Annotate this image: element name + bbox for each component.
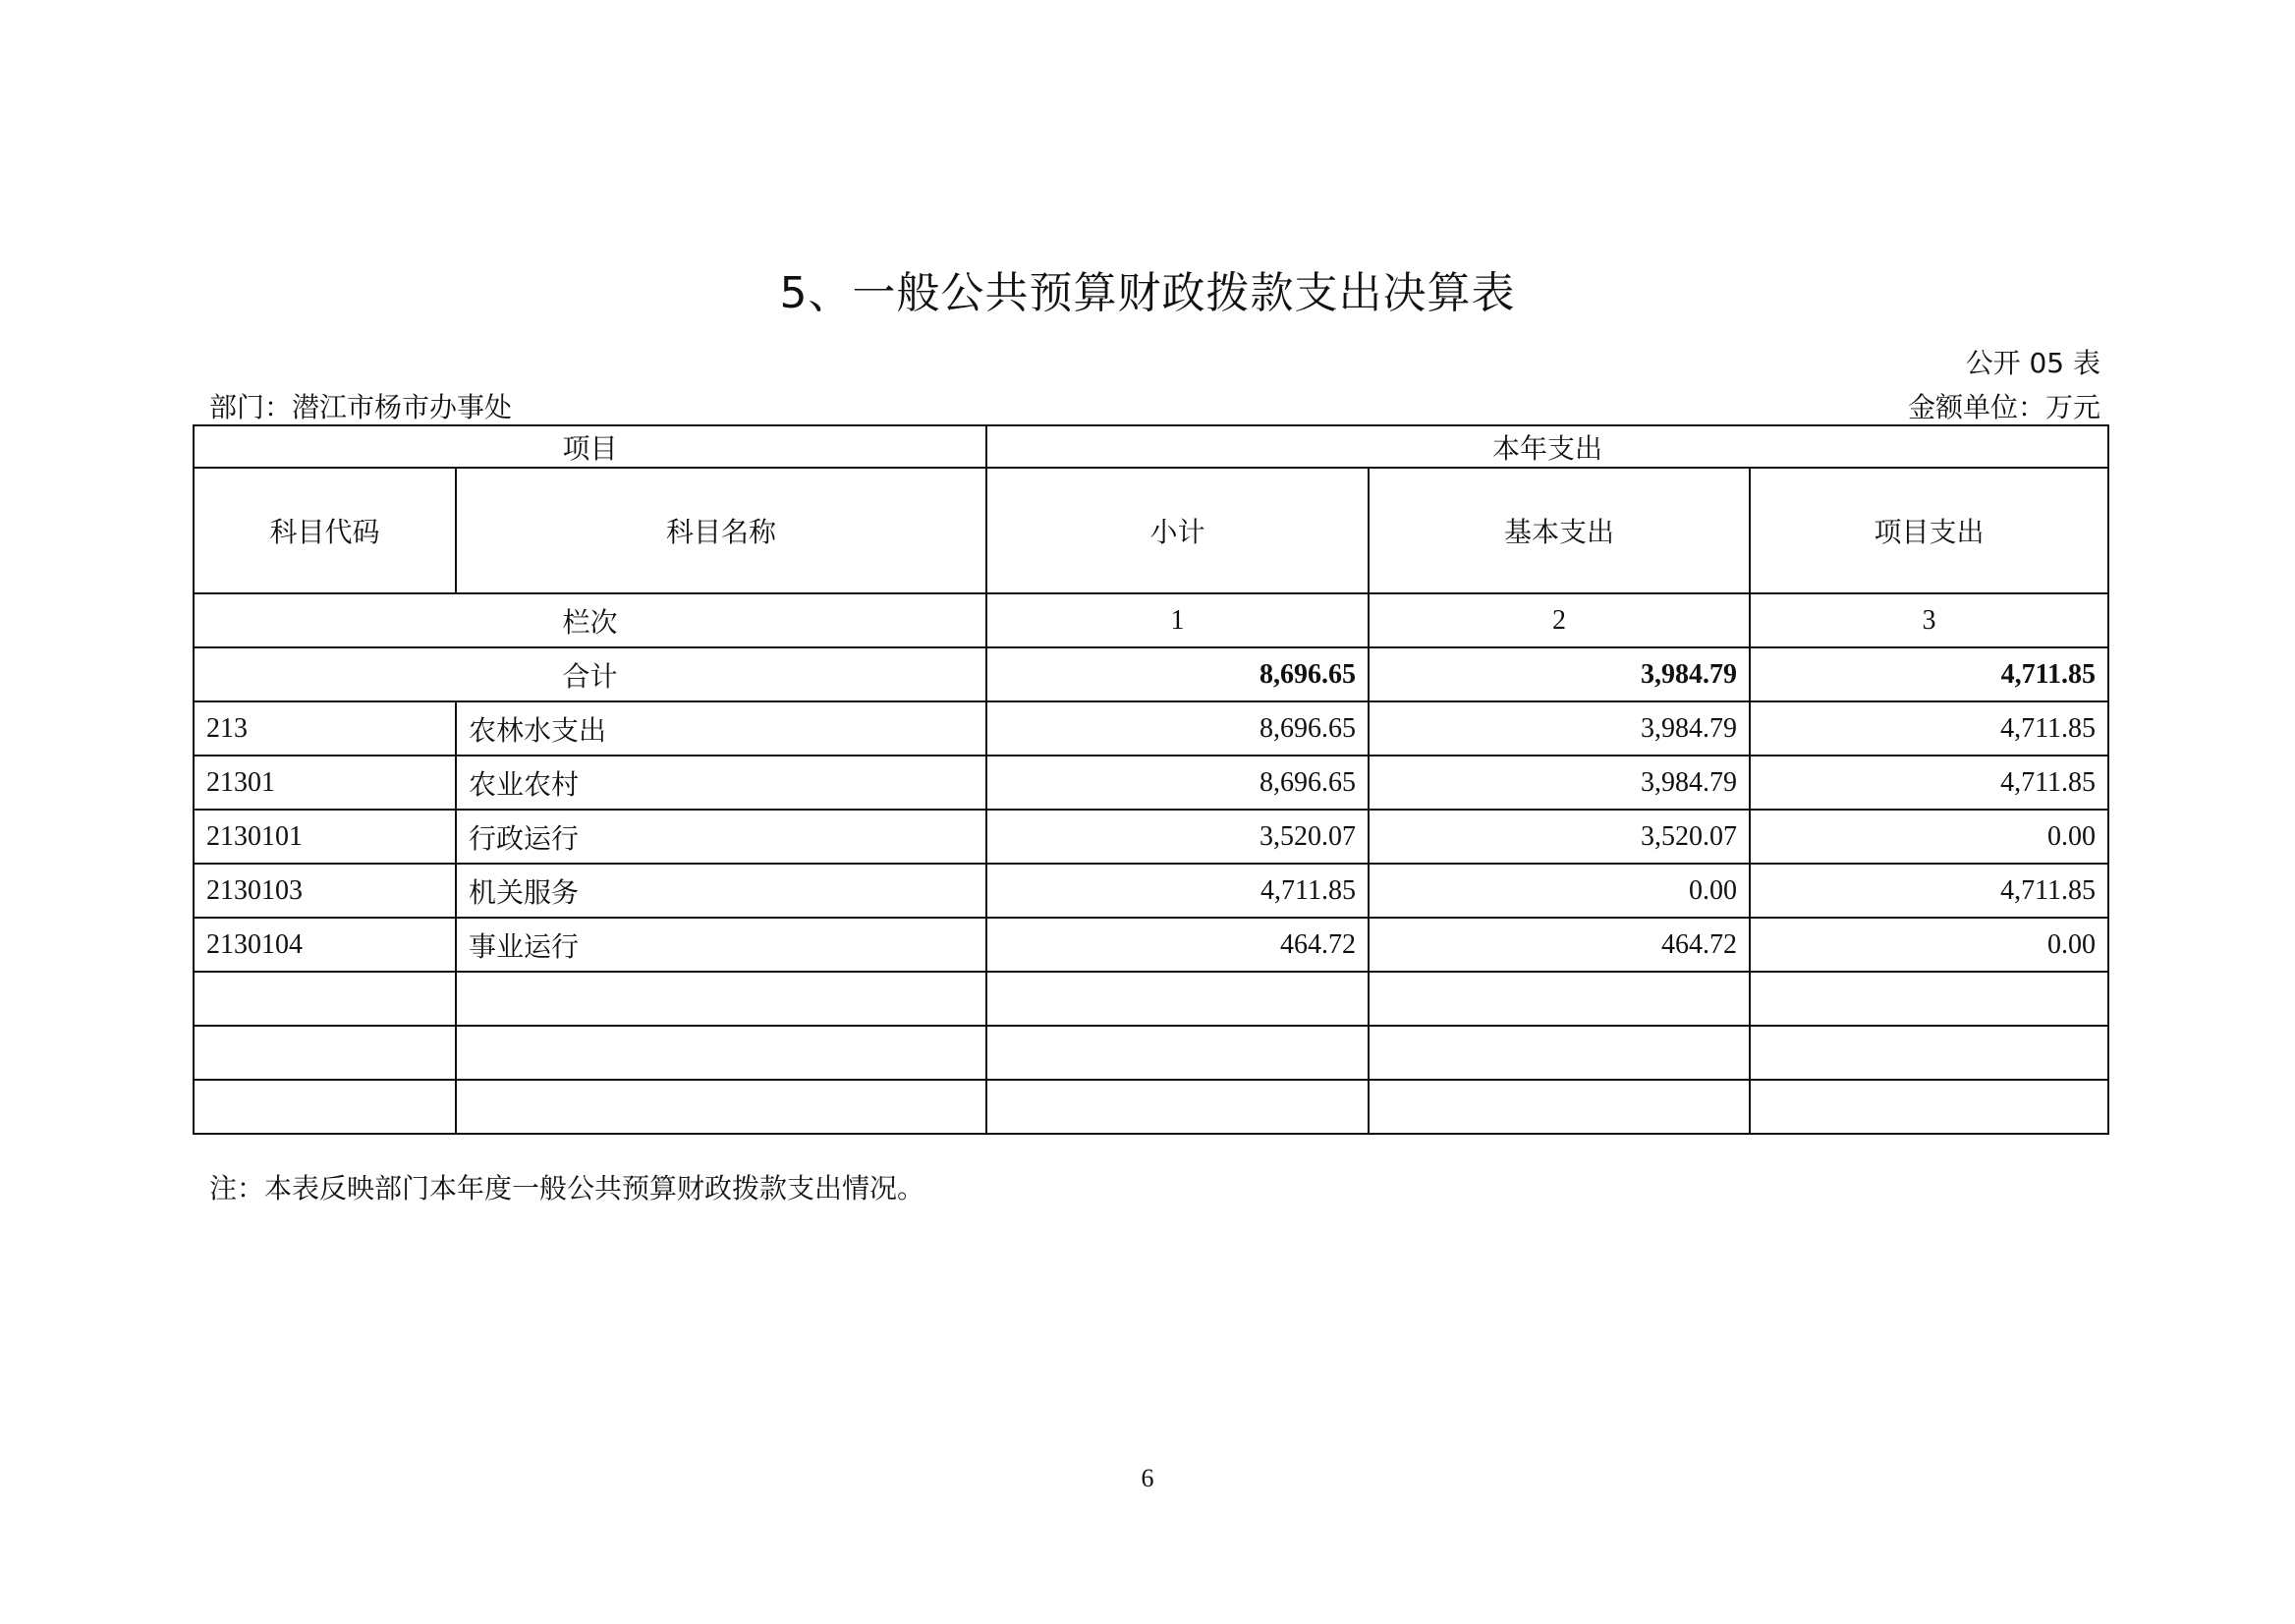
- row-project: 4,711.85: [1750, 701, 2108, 756]
- row-project: 0.00: [1750, 810, 2108, 864]
- row-subtotal: 3,520.07: [986, 810, 1369, 864]
- empty-cell: [986, 1080, 1369, 1134]
- row-project: 4,711.85: [1750, 756, 2108, 810]
- row-project: 0.00: [1750, 918, 2108, 972]
- header-code: 科目代码: [194, 468, 456, 593]
- row-code: 21301: [194, 756, 456, 810]
- empty-cell: [1750, 972, 2108, 1026]
- column-index-2: 2: [1369, 593, 1750, 647]
- form-code: 公开 05 表: [1965, 347, 2100, 379]
- row-name: 事业运行: [456, 918, 986, 972]
- column-index-1: 1: [986, 593, 1369, 647]
- empty-cell: [456, 1080, 986, 1134]
- row-name: 农林水支出: [456, 701, 986, 756]
- empty-cell: [1369, 1080, 1750, 1134]
- row-subtotal: 4,711.85: [986, 864, 1369, 918]
- table-row: [194, 810, 2108, 864]
- page-number: 6: [1141, 1464, 1154, 1492]
- empty-cell: [1369, 972, 1750, 1026]
- header-subtotal: 小计: [986, 468, 1369, 593]
- table-row: [194, 756, 2108, 810]
- empty-cell: [986, 972, 1369, 1026]
- row-basic: 3,984.79: [1369, 756, 1750, 810]
- row-code: 2130101: [194, 810, 456, 864]
- empty-row: [194, 1080, 2108, 1134]
- empty-cell: [986, 1026, 1369, 1080]
- table-row: [194, 701, 2108, 756]
- header-year-expense: 本年支出: [986, 425, 2108, 468]
- empty-cell: [194, 1080, 456, 1134]
- empty-cell: [1750, 1080, 2108, 1134]
- row-subtotal: 8,696.65: [986, 701, 1369, 756]
- empty-row: [194, 972, 2108, 1026]
- row-subtotal: 8,696.65: [986, 756, 1369, 810]
- empty-cell: [1750, 1026, 2108, 1080]
- column-index-label: 栏次: [194, 593, 986, 647]
- row-basic: 3,520.07: [1369, 810, 1750, 864]
- table-row: [194, 864, 2108, 918]
- amount-unit-label: 金额单位：万元: [1907, 391, 2100, 423]
- total-row: [194, 647, 2108, 701]
- row-code: 2130104: [194, 918, 456, 972]
- header-project: 项目支出: [1750, 468, 2108, 593]
- empty-cell: [1369, 1026, 1750, 1080]
- total-basic: 3,984.79: [1369, 647, 1750, 701]
- row-code: 213: [194, 701, 456, 756]
- header-basic: 基本支出: [1369, 468, 1750, 593]
- row-code: 2130103: [194, 864, 456, 918]
- empty-row: [194, 1026, 2108, 1080]
- row-name: 行政运行: [456, 810, 986, 864]
- header-item: 项目: [194, 425, 986, 468]
- expenditure-table: [193, 424, 2109, 1135]
- empty-cell: [194, 1026, 456, 1080]
- table-row: [194, 918, 2108, 972]
- total-subtotal: 8,696.65: [986, 647, 1369, 701]
- table-note: 注：本表反映部门本年度一般公共预算财政拨款支出情况。: [209, 1172, 925, 1204]
- empty-cell: [456, 1026, 986, 1080]
- row-name: 机关服务: [456, 864, 986, 918]
- row-basic: 464.72: [1369, 918, 1750, 972]
- row-basic: 0.00: [1369, 864, 1750, 918]
- column-index-3: 3: [1750, 593, 2108, 647]
- header-name: 科目名称: [456, 468, 986, 593]
- total-label: 合计: [194, 647, 986, 701]
- row-subtotal: 464.72: [986, 918, 1369, 972]
- header-row-top: [194, 425, 2108, 468]
- row-basic: 3,984.79: [1369, 701, 1750, 756]
- empty-cell: [194, 972, 456, 1026]
- column-index-row: [194, 593, 2108, 647]
- department-label: 部门：潜江市杨市办事处: [209, 391, 513, 423]
- header-row-columns: [194, 468, 2108, 593]
- empty-cell: [456, 972, 986, 1026]
- row-project: 4,711.85: [1750, 864, 2108, 918]
- row-name: 农业农村: [456, 756, 986, 810]
- page-title: 5、一般公共预算财政拨款支出决算表: [779, 268, 1516, 318]
- total-project: 4,711.85: [1750, 647, 2108, 701]
